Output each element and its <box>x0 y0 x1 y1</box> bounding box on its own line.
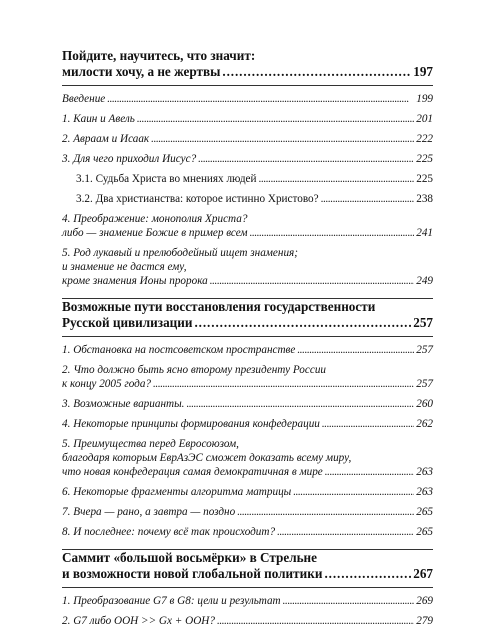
toc-entry[interactable] <box>62 112 433 126</box>
entry-text-line: 1. Преобразование G7 в G8: цели и результат <box>62 595 281 607</box>
section-title-line: Пойдите, научитесь, что значит: <box>62 48 256 63</box>
entry-row <box>62 343 433 357</box>
section-heading[interactable] <box>62 48 433 80</box>
entry-text-line: 3. Для чего приходил Иисус? <box>62 153 197 165</box>
entry-text-line: 3.2. Два христианства: которое истинно Христово? <box>76 193 319 205</box>
entry-row <box>62 485 433 499</box>
entry-row <box>62 525 433 539</box>
entry-row <box>62 92 433 106</box>
entry-text-line: 6. Некоторые фрагменты алгоритма матрицы <box>62 486 292 498</box>
entry-text-line: кроме знамения Ионы пророка <box>62 275 208 287</box>
section-title-line: милости хочу, а не жертвы <box>62 64 221 79</box>
entry-text-line: 1. Каин и Авель <box>62 113 135 125</box>
dot-leader <box>217 614 414 628</box>
section-title-row <box>62 64 433 80</box>
entry-list <box>62 85 433 288</box>
toc-section <box>62 48 433 288</box>
entry-row <box>62 594 433 608</box>
dot-leader <box>153 377 414 391</box>
toc-entry[interactable] <box>62 417 433 431</box>
dot-leader <box>151 132 414 146</box>
page-number: 267 <box>413 566 433 581</box>
entry-row <box>76 172 433 186</box>
dot-leader <box>198 152 414 166</box>
toc-entry[interactable] <box>62 246 433 288</box>
entry-text-line: 4. Некоторые принципы формирования конфедерации <box>62 418 320 430</box>
page-number: 269 <box>416 595 433 607</box>
page-number: 241 <box>416 227 433 239</box>
dot-leader <box>321 192 415 206</box>
page-number: 238 <box>416 193 433 205</box>
entry-text-line: 4. Преображение: монополия Христа? <box>62 213 248 225</box>
entry-row <box>62 505 433 519</box>
entry-row <box>62 377 433 391</box>
toc-entry[interactable] <box>62 172 433 186</box>
page-number: 225 <box>416 153 433 165</box>
section-title-line: Русской цивилизации <box>62 315 193 330</box>
entry-list <box>62 587 433 628</box>
dot-leader <box>293 485 414 499</box>
page-number: 257 <box>413 315 433 330</box>
dot-leader <box>277 525 414 539</box>
dot-leader <box>222 64 411 80</box>
dot-leader <box>107 92 414 106</box>
dot-leader <box>137 112 414 126</box>
entry-row <box>62 274 433 288</box>
toc-entry[interactable] <box>62 505 433 519</box>
section-title-line: Саммит «большой восьмёрки» в Стрельне <box>62 550 318 565</box>
page-number: 260 <box>416 398 433 410</box>
dot-leader <box>325 465 414 479</box>
table-of-contents <box>62 48 433 628</box>
entry-row <box>62 132 433 146</box>
page-number: 257 <box>416 344 433 356</box>
entry-text-line: 2. Авраам и Исаак <box>62 133 150 145</box>
entry-text-line: 1. Обстановка на постсоветском пространстве <box>62 344 296 356</box>
entry-text-line: 3.1. Судьба Христа во мнениях людей <box>76 173 257 185</box>
dot-leader <box>258 172 414 186</box>
entry-text-line: 3. Возможные варианты. <box>62 398 185 410</box>
page-number: 222 <box>416 133 433 145</box>
entry-text-line: 8. И последнее: почему всё так происходит? <box>62 526 276 538</box>
dot-leader <box>297 343 414 357</box>
dot-leader <box>322 417 414 431</box>
entry-text-line: 5. Род лукавый и прелюбодейный ищет знамения; <box>62 247 298 259</box>
page-number: 249 <box>416 275 433 287</box>
entry-text-line: благодаря которым ЕврАзЭС сможет доказать всему миру, <box>62 452 352 464</box>
entry-row <box>62 226 433 240</box>
toc-entry[interactable] <box>62 92 433 106</box>
toc-entry[interactable] <box>62 192 433 206</box>
page-number: 279 <box>416 615 433 627</box>
page-number: 197 <box>413 64 433 79</box>
page-number: 263 <box>416 486 433 498</box>
toc-section <box>62 550 433 628</box>
section-heading[interactable] <box>62 299 433 331</box>
toc-entry[interactable] <box>62 614 433 628</box>
entry-text-line: 7. Вчера — рано, а завтра — поздно <box>62 506 236 518</box>
dot-leader <box>194 315 411 331</box>
toc-entry[interactable] <box>62 594 433 608</box>
page-number: 201 <box>416 113 433 125</box>
entry-text-line: 2. G7 либо ООН >> Gx + ООН? <box>62 615 215 627</box>
page-number: 225 <box>416 173 433 185</box>
entry-row <box>62 152 433 166</box>
page-number: 257 <box>416 378 433 390</box>
page-number: 199 <box>416 93 433 105</box>
entry-text-line: к концу 2005 года? <box>62 378 152 390</box>
toc-entry[interactable] <box>62 343 433 357</box>
entry-list <box>62 336 433 539</box>
entry-row <box>76 192 433 206</box>
entry-row <box>62 417 433 431</box>
entry-text-line: либо — знамение Божие в пример всем <box>62 227 248 239</box>
toc-entry[interactable] <box>62 525 433 539</box>
dot-leader <box>237 505 414 519</box>
section-heading[interactable] <box>62 550 433 582</box>
toc-section <box>62 299 433 539</box>
section-title-row <box>62 566 433 582</box>
toc-entry[interactable] <box>62 437 433 479</box>
dot-leader <box>324 566 411 582</box>
page-number: 262 <box>416 418 433 430</box>
section-title-line: Возможные пути восстановления государственности <box>62 299 376 314</box>
entry-text-line: и знамение не дастся ему, <box>62 261 187 273</box>
entry-text-line: 5. Преимущества перед Евросоюзом, <box>62 438 239 450</box>
dot-leader <box>283 594 415 608</box>
entry-text-line: что новая конфедерация самая демократичная в мире <box>62 466 323 478</box>
entry-text-line: 2. Что должно быть ясно второму президенту России <box>62 364 327 376</box>
toc-entry[interactable] <box>62 363 433 391</box>
dot-leader <box>250 226 415 240</box>
page-number: 265 <box>416 526 433 538</box>
toc-entry[interactable] <box>62 485 433 499</box>
toc-entry[interactable] <box>62 397 433 411</box>
dot-leader <box>186 397 414 411</box>
page-number: 265 <box>416 506 433 518</box>
entry-text-line: Введение <box>62 93 106 105</box>
toc-entry[interactable] <box>62 132 433 146</box>
toc-entry[interactable] <box>62 212 433 240</box>
section-title-row <box>62 315 433 331</box>
dot-leader <box>210 274 414 288</box>
entry-row <box>62 397 433 411</box>
entry-row <box>62 465 433 479</box>
toc-entry[interactable] <box>62 152 433 166</box>
entry-row <box>62 112 433 126</box>
page-number: 263 <box>416 466 433 478</box>
section-title-line: и возможности новой глобальной политики <box>62 566 323 581</box>
entry-row <box>62 614 433 628</box>
